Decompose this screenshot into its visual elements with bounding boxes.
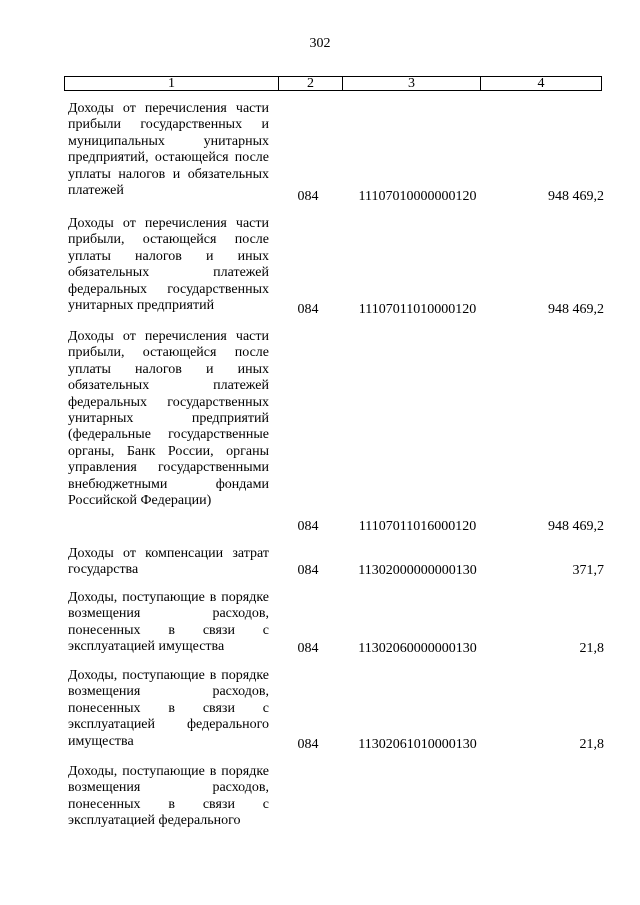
row-kbk-code: 11107011010000120 (358, 302, 477, 317)
row-amount: 948 469,2 (548, 302, 604, 317)
row-amount: 948 469,2 (548, 189, 604, 204)
row-name: Доходы, поступающие в порядке возмещения расходов, понесенных в связи с эксплуатацией федерального (68, 764, 269, 829)
row-kbk-code: 11107010000000120 (358, 189, 477, 204)
row-admin-code: 084 (297, 737, 319, 752)
row-amount: 371,7 (572, 563, 604, 578)
row-kbk-code: 11302060000000130 (358, 641, 477, 656)
row-admin-code: 084 (297, 519, 319, 534)
row-admin-code: 084 (297, 189, 319, 204)
row-amount: 948 469,2 (548, 519, 604, 534)
row-admin-code: 084 (297, 641, 319, 656)
row-kbk-code: 11302061010000130 (358, 737, 477, 752)
row-kbk-code: 11107011016000120 (358, 519, 477, 534)
column-header-3: 3 (342, 77, 480, 90)
column-header-4: 4 (480, 77, 601, 90)
row-amount: 21,8 (579, 641, 604, 656)
table-header-row (64, 76, 602, 91)
row-name: Доходы от компенсации затрат государства (68, 546, 269, 578)
column-header-1: 1 (168, 76, 175, 91)
page-number: 302 (309, 36, 331, 51)
row-name: Доходы от перечисления части прибыли, остающейся после уплаты налогов и иных обязательных платежей федеральных государственных унитарных предприятий (федеральные государственные органы, Банк России, органы управления государственными внебюджетными фондами Российской Федерации) (68, 329, 269, 509)
row-admin-code: 084 (297, 302, 319, 317)
row-name: Доходы от перечисления части прибыли, остающейся после уплаты налогов и иных обязательных платежей федеральных государственных унитарных предприятий (68, 216, 269, 314)
column-header-2: 2 (278, 77, 342, 90)
row-admin-code: 084 (297, 563, 319, 578)
row-kbk-code: 11302000000000130 (358, 563, 477, 578)
row-amount: 21,8 (579, 737, 604, 752)
row-name: Доходы, поступающие в порядке возмещения расходов, понесенных в связи с эксплуатацией федерального имущества (68, 668, 269, 749)
row-name: Доходы, поступающие в порядке возмещения расходов, понесенных в связи с эксплуатацией имущества (68, 590, 269, 655)
row-name: Доходы от перечисления части прибыли государственных и муниципальных унитарных предприятий, остающейся после уплаты налогов и обязательных платежей (68, 101, 269, 199)
